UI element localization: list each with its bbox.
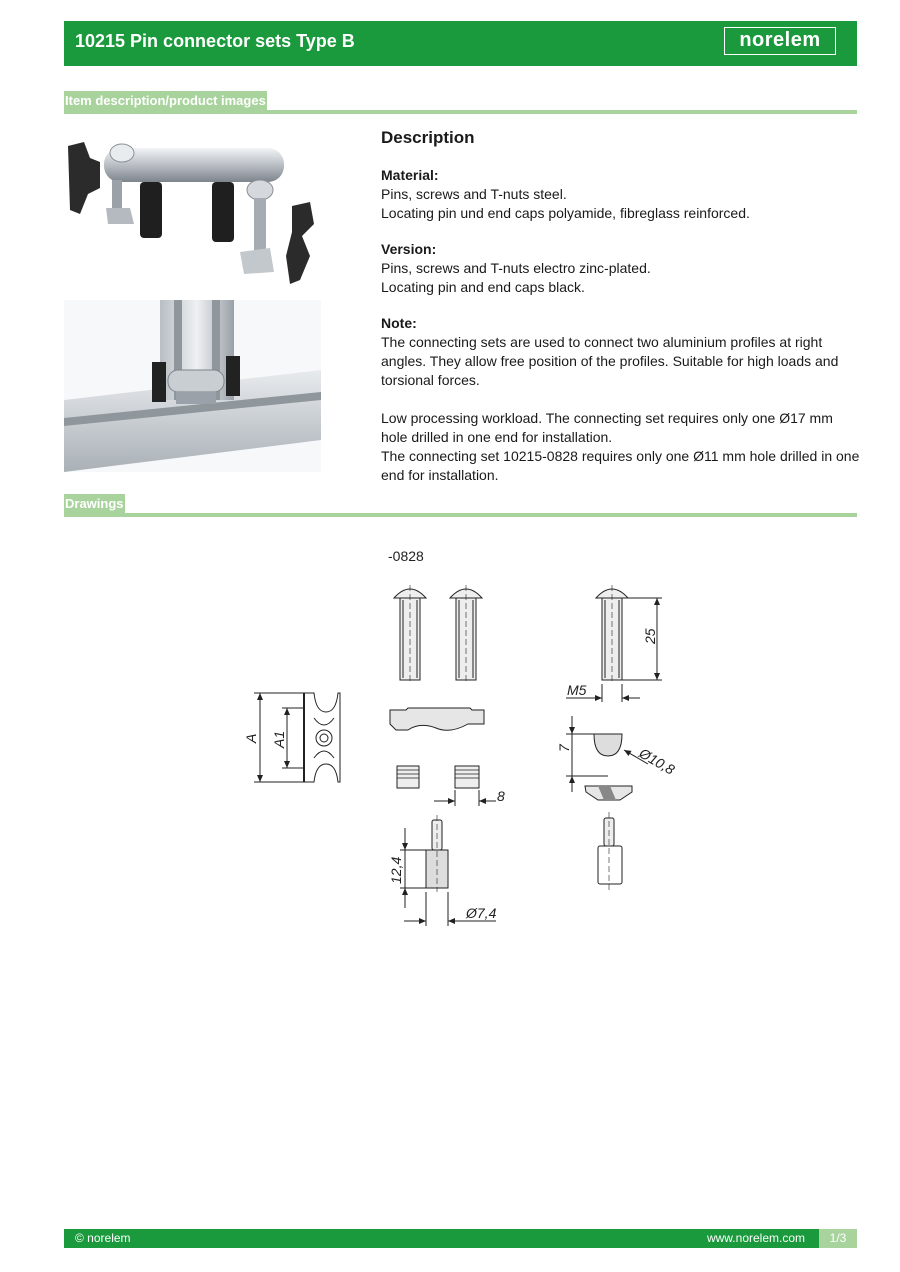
threaded-insert-drawing (397, 766, 496, 806)
version-line: Locating pin and end caps black. (381, 279, 585, 295)
variant-label: -0828 (388, 548, 424, 564)
dim-124-label: 12,4 (388, 856, 404, 884)
page-number: 1/3 (819, 1229, 857, 1248)
copyright: © norelem (75, 1231, 131, 1245)
technical-drawing (230, 540, 690, 940)
section-label-images: Item description/product images (64, 91, 267, 111)
dim-8-label: 8 (497, 788, 505, 804)
section-label-drawings: Drawings (64, 494, 125, 514)
note-paragraph: The connecting set 10215-0828 requires only one Ø11 mm hole drilled in one end for installation. (381, 448, 860, 483)
pin-screw-drawing (394, 585, 482, 682)
description-heading: Description (381, 128, 475, 147)
note-paragraph: Low processing workload. The connecting set requires only one Ø17 mm hole drilled in one end for installation. (381, 410, 833, 445)
page-title: 10215 Pin connector sets Type B (75, 31, 355, 51)
note-label: Note: (381, 315, 417, 331)
section-divider-drawings (64, 513, 857, 517)
material-line: Locating pin und end caps polyamide, fibreglass reinforced. (381, 205, 750, 221)
locating-pin-drawing (400, 812, 622, 926)
dim-a-label: A (243, 733, 259, 743)
end-cap-drawing (254, 693, 340, 782)
version-label: Version: (381, 241, 437, 257)
material-line: Pins, screws and T-nuts steel. (381, 186, 567, 202)
dim-25-label: 25 (642, 628, 658, 644)
t-nut-drawing (566, 716, 648, 800)
dim-7-label: 7 (556, 744, 572, 752)
product-photo-parts (64, 128, 321, 293)
dim-d108-label: Ø10,8 (636, 744, 678, 778)
dim-m5-label: M5 (567, 682, 587, 698)
page-header (64, 21, 857, 66)
description-block (381, 128, 861, 485)
dim-a1-label: A1 (271, 730, 287, 748)
connecting-bar-drawing (390, 708, 484, 730)
material-label: Material: (381, 167, 439, 183)
page-footer (64, 1229, 857, 1248)
dim-d74-label: Ø7,4 (466, 905, 497, 921)
norelem-logo: norelem (724, 27, 836, 55)
website-link[interactable]: www.norelem.com (706, 1231, 805, 1245)
product-photo-assembled (64, 300, 321, 472)
note-paragraph: The connecting sets are used to connect two aluminium profiles at right angles. They allow free position of the profiles. Suitable for high loads and torsional forces. (381, 334, 839, 388)
version-line: Pins, screws and T-nuts electro zinc-plated. (381, 260, 651, 276)
